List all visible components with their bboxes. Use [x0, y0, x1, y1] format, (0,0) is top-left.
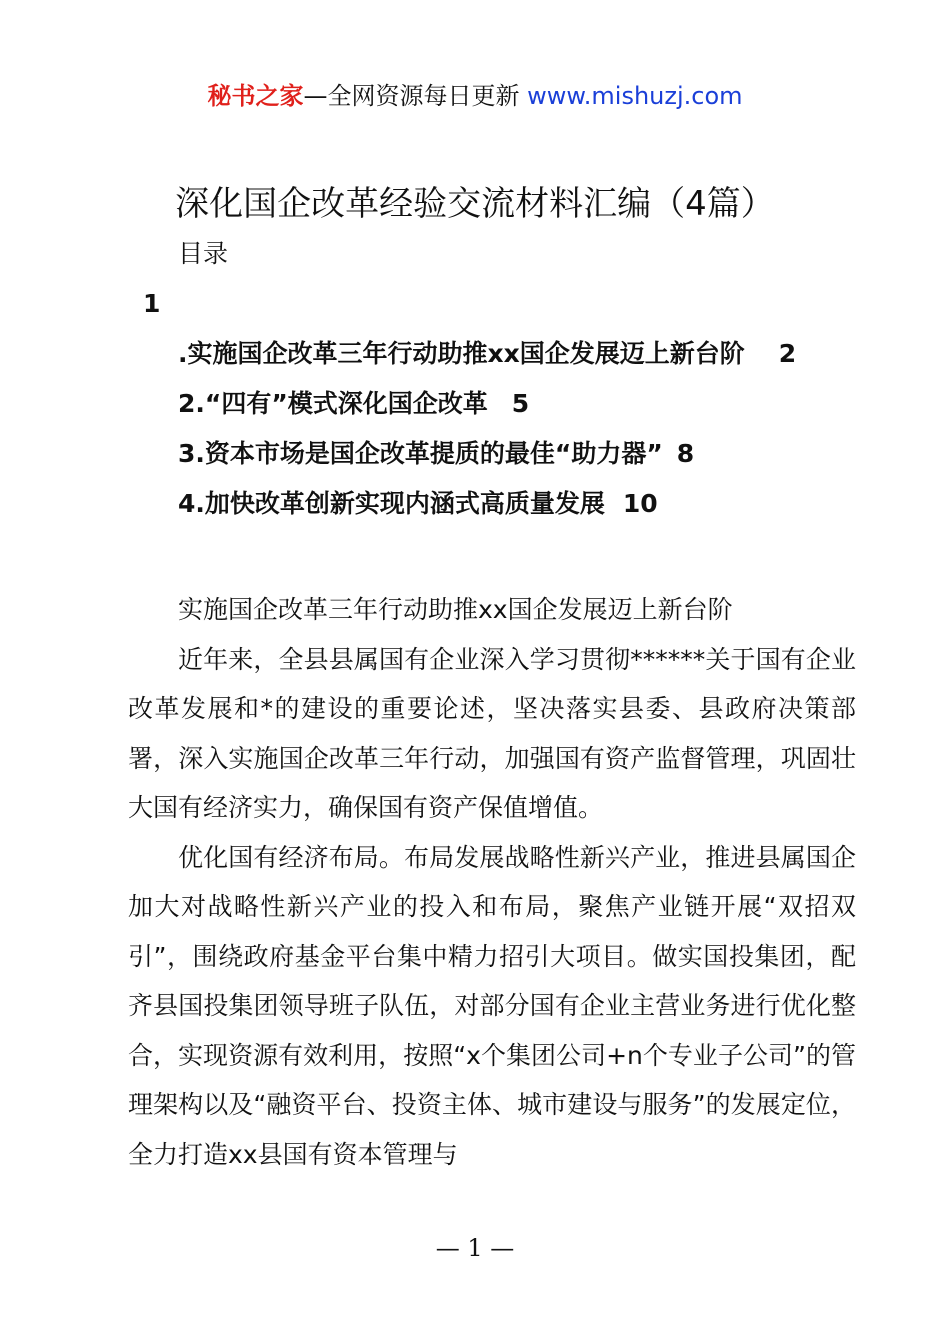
article-body	[128, 585, 856, 1179]
brand-name: 秘书之家	[207, 82, 304, 110]
toc-item-text: 3.资本市场是国企改革提质的最佳“助力器”	[178, 439, 663, 468]
page-number: — 1 —	[435, 1234, 515, 1262]
site-header	[0, 80, 950, 112]
toc-item-page: 2	[778, 339, 797, 368]
toc-item-page: 5	[511, 389, 530, 418]
toc-item-text: 4.加快改革创新实现内涵式高质量发展	[178, 489, 605, 518]
toc-label: 目录	[178, 239, 229, 268]
article-heading: 实施国企改革三年行动助推xx国企发展迈上新台阶	[178, 595, 733, 624]
toc-number: 1	[143, 289, 161, 318]
toc-item-page: 10	[622, 489, 658, 518]
toc-item-text: 2.“四有”模式深化国企改革	[178, 389, 488, 418]
toc-item[interactable]	[178, 486, 658, 522]
document-title: 深化国企改革经验交流材料汇编（4篇）	[175, 184, 775, 224]
toc-item-page: 8	[676, 439, 695, 468]
article-paragraph: 优化国有经济布局。布局发展战略性新兴产业，推进县属国企加大对战略性新兴产业的投入和布局，聚焦产业链开展“双招双引”，围绕政府基金平台集中精力招引大项目。做实国投集团，配齐县国投集团领导班子队伍，对部分国有企业主营业务进行优化整合，实现资源有效利用，按照“x个集团公司+n个专业子公司”的管理架构以及“融资平台、投资主体、城市建设与服务”的发展定位，全力打造xx县国有资本管理与	[128, 842, 856, 1169]
site-url[interactable]: www.mishuzj.com	[519, 82, 743, 110]
toc-item[interactable]	[178, 436, 694, 472]
article-paragraph: 近年来，全县县属国有企业深入学习贯彻******关于国有企业改革发展和*的建设的重要论述，坚决落实县委、县政府决策部署，深入实施国企改革三年行动，加强国有资产监督管理，巩固壮大国有经济实力，确保国有资产保值增值。	[128, 644, 856, 822]
toc-item[interactable]	[178, 386, 529, 422]
toc-item-text: .实施国企改革三年行动助推xx国企发展迈上新台阶	[178, 339, 745, 368]
header-tagline: —全网资源每日更新	[303, 82, 520, 110]
toc-item[interactable]	[178, 336, 796, 372]
